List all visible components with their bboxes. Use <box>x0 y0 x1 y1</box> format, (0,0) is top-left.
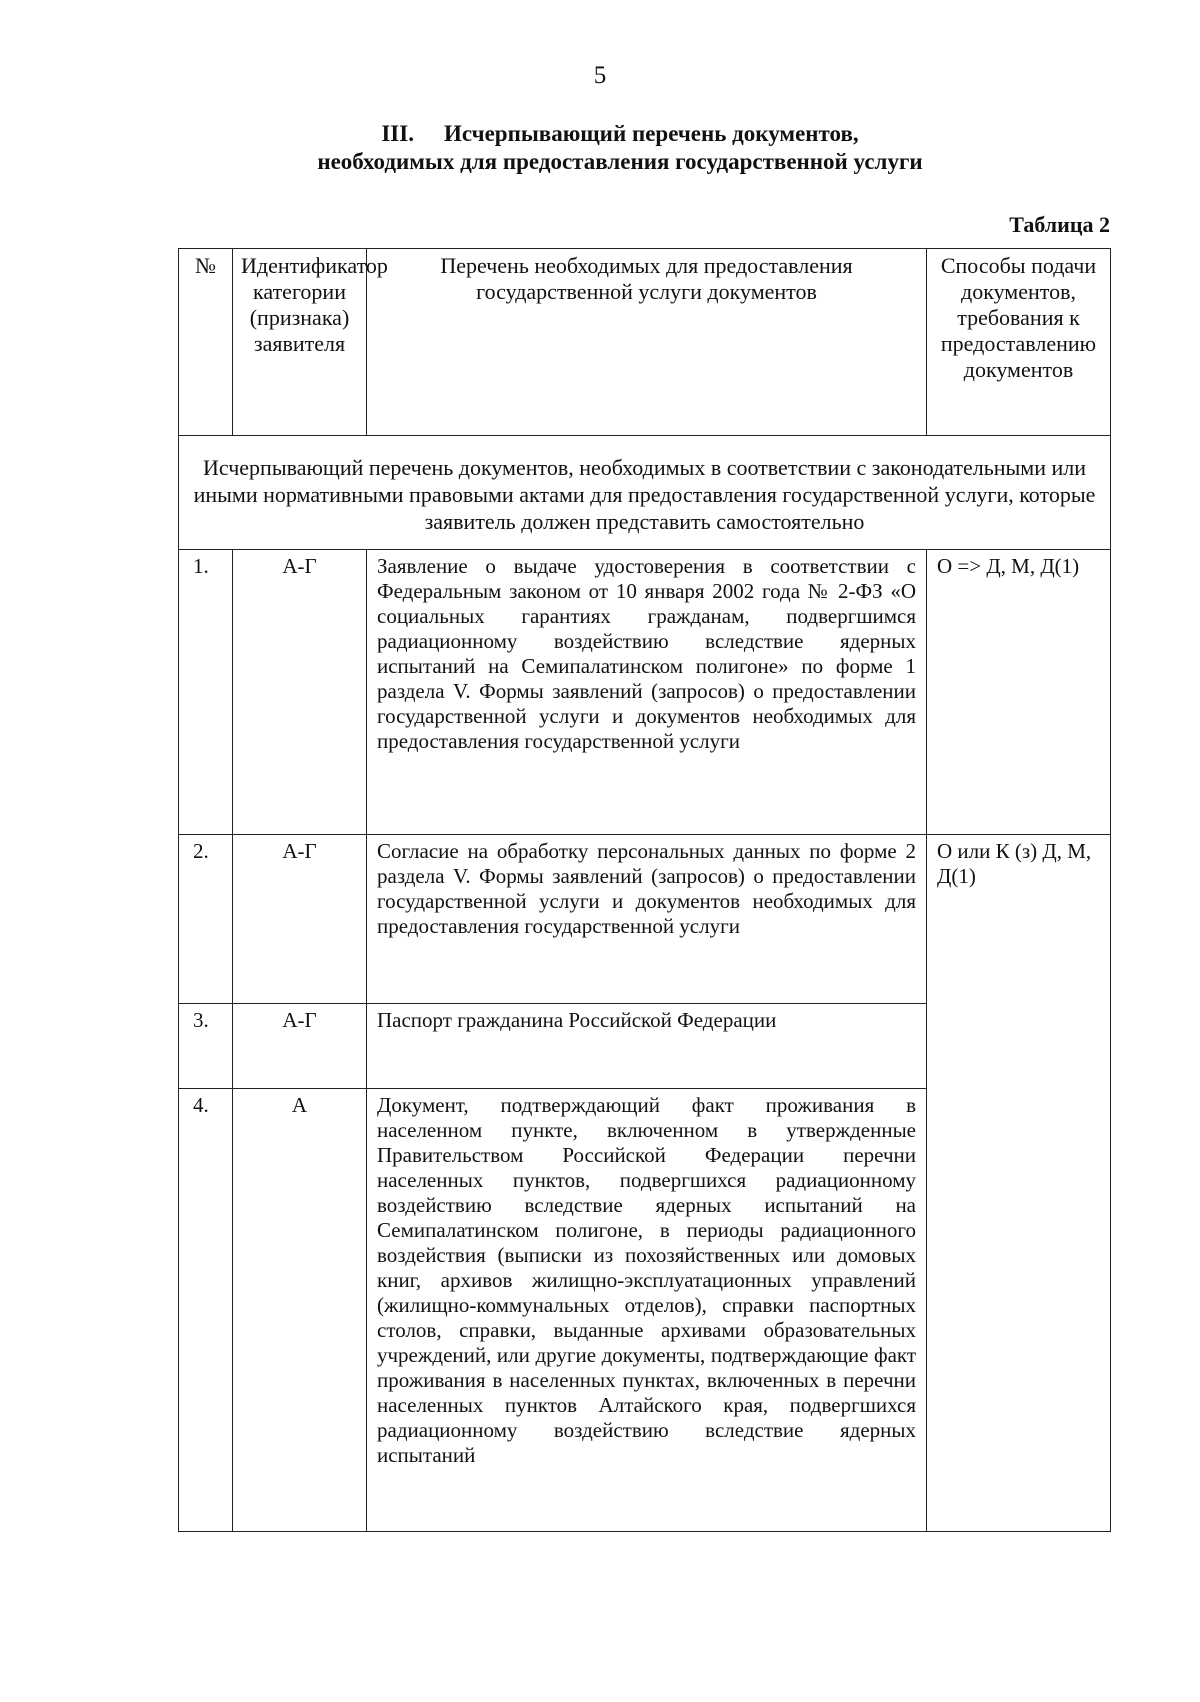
table-subheader-row <box>179 436 1111 550</box>
table-header-row <box>179 249 1111 436</box>
section-title-line2: необходимых для предоставления государственной услуги <box>317 149 923 174</box>
row-document: Паспорт гражданина Российской Федерации <box>367 1004 927 1089</box>
header-num: № <box>179 249 233 436</box>
table-subheader: Исчерпывающий перечень документов, необходимых в соответствии с законодательными или иными нормативными правовыми актами для предоставления государственной услуги, которые заявитель должен представить самостоятельно <box>179 436 1111 550</box>
section-title-line1: III. Исчерпывающий перечень документов, <box>381 121 859 146</box>
row-num: 2. <box>179 835 233 1004</box>
documents-table <box>178 248 1111 1532</box>
row-category: А-Г <box>233 835 367 1004</box>
row-category: А-Г <box>233 1004 367 1089</box>
row-way: О или К (з) Д, М, Д(1) <box>927 835 1111 1532</box>
row-num: 4. <box>179 1089 233 1532</box>
table-label: Таблица 2 <box>1009 212 1110 237</box>
table-row <box>179 550 1111 835</box>
section-title <box>150 120 1090 176</box>
row-document: Заявление о выдаче удостоверения в соответствии с Федеральным законом от 10 января 2002 года № 2-ФЗ «О социальных гарантиях гражданам, подвергшимся радиационному воздействию вследствие ядерных испытаний на Семипалатинском полигоне» по форме 1 раздела V. Формы заявлений (запросов) о предоставлении государственной услуги и документов необходимых для предоставления государственной услуги <box>367 550 927 835</box>
row-way: О => Д, М, Д(1) <box>927 550 1111 835</box>
row-num: 3. <box>179 1004 233 1089</box>
section-roman-numeral: III. <box>381 121 414 146</box>
table-row <box>179 835 1111 1004</box>
header-documents: Перечень необходимых для предоставления государственной услуги документов <box>367 249 927 436</box>
row-num: 1. <box>179 550 233 835</box>
row-document: Согласие на обработку персональных данных по форме 2 раздела V. Формы заявлений (запросов) о предоставлении государственной услуги и документов необходимых для предоставления государственной услуги <box>367 835 927 1004</box>
page-number: 5 <box>593 62 607 89</box>
row-category: А-Г <box>233 550 367 835</box>
row-document: Документ, подтверждающий факт проживания в населенном пункте, включенном в утвержденные Правительством Российской Федерации перечни населенных пунктов, подвергшихся радиационному воздействию вследствие ядерных испытаний на Семипалатинском полигоне, в периоды радиационного воздействия (выписки из похозяйственных или домовых книг, архивов жилищно-эксплуатационных управлений (жилищно-коммунальных отделов), справки паспортных столов, справки, выданные архивами образовательных учреждений, или другие документы, подтверждающие факт проживания в населенных пунктах, включенных в перечни населенных пунктов Алтайского края, подвергшихся радиационному воздействию вследствие ядерных испытаний <box>367 1089 927 1532</box>
row-category: А <box>233 1089 367 1532</box>
header-category: Идентификатор категории (признака) заявителя <box>233 249 367 436</box>
header-ways: Способы подачи документов, требования к предоставлению документов <box>927 249 1111 436</box>
